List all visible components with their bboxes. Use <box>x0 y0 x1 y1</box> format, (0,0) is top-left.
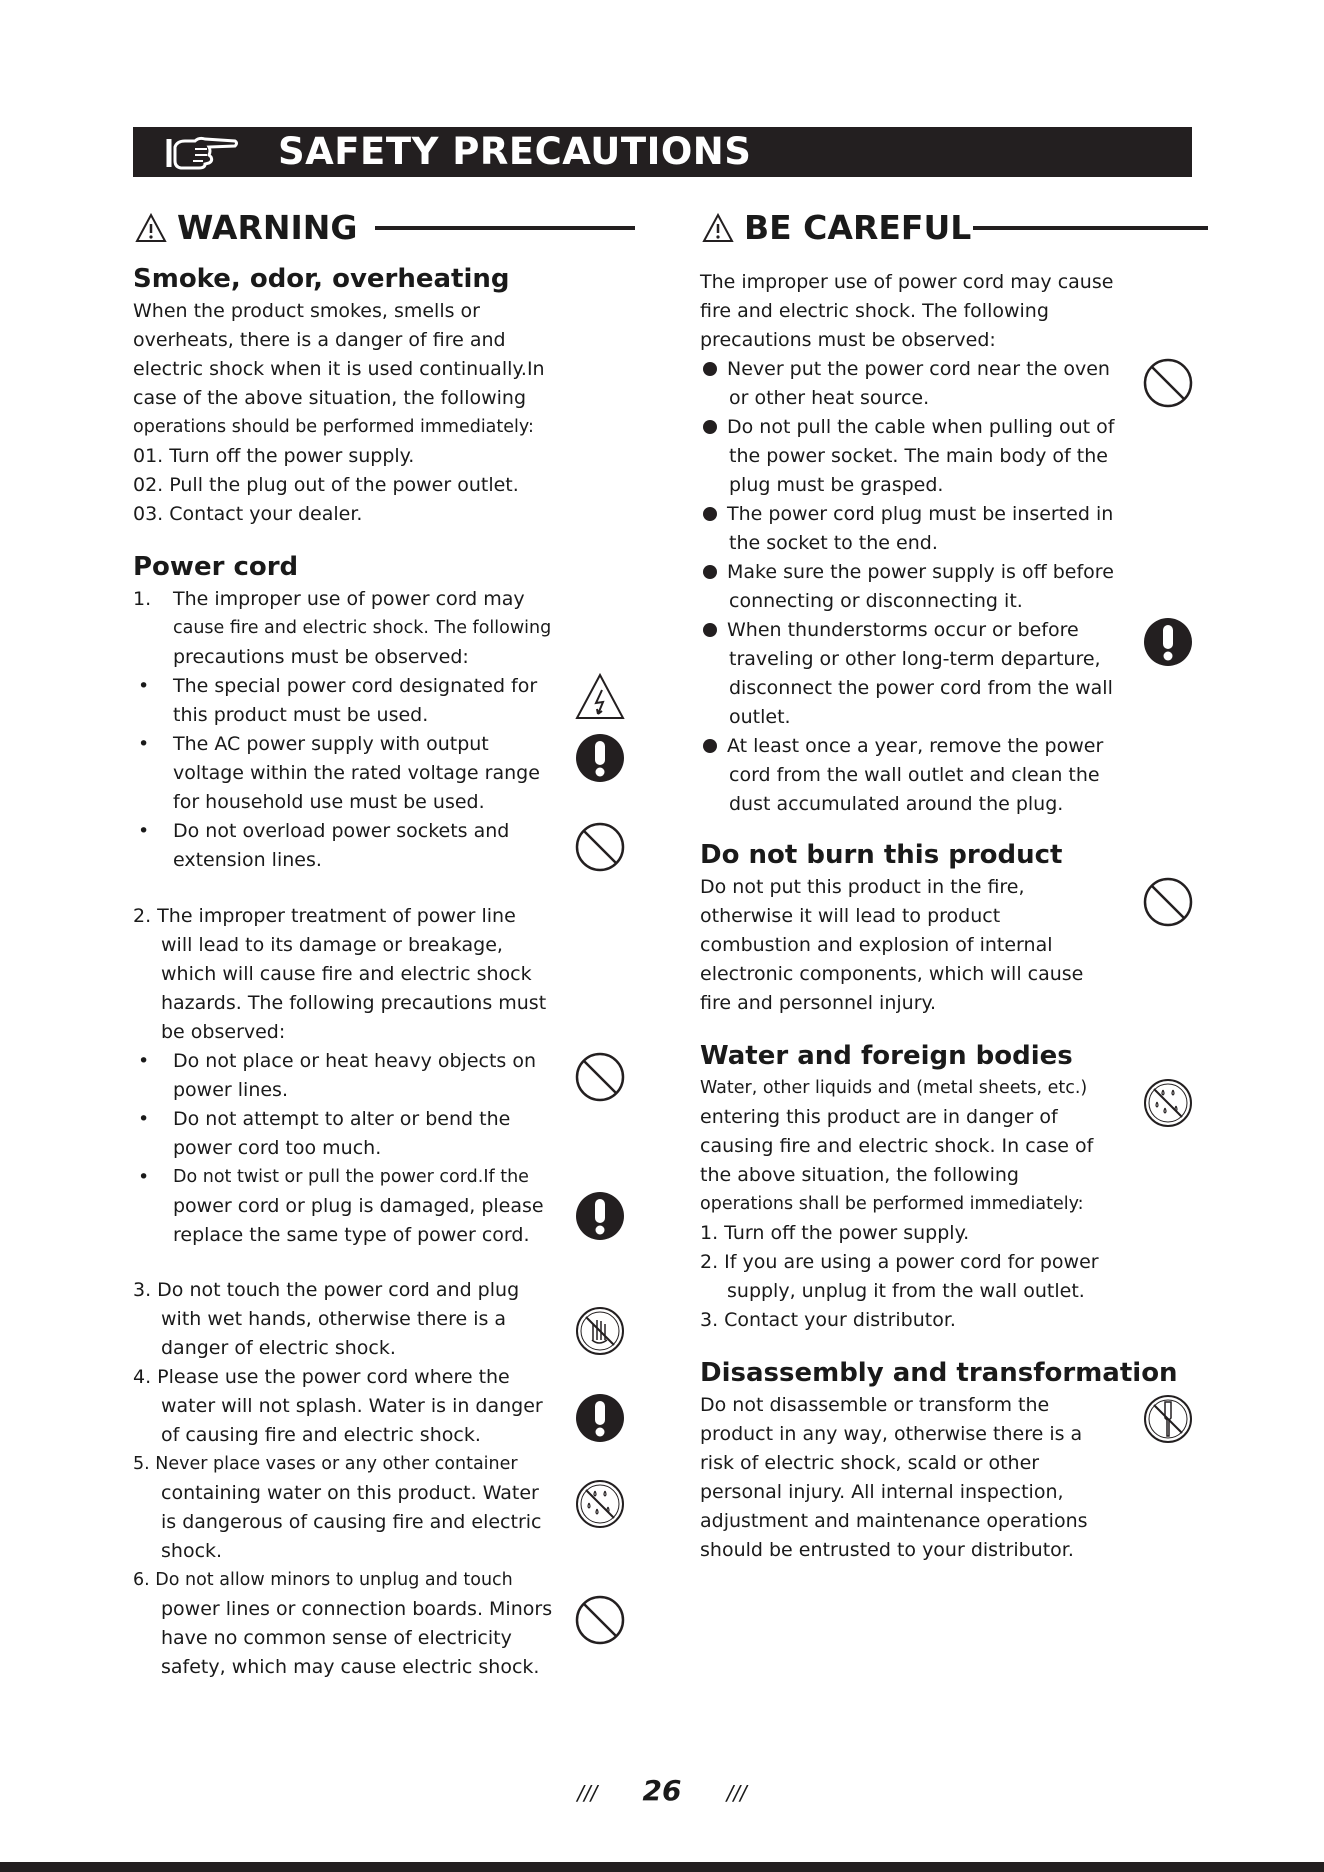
text-line: dust accumulated around the plug. <box>729 793 1064 815</box>
text-line: traveling or other long-term departure, <box>729 648 1101 670</box>
text-line: containing water on this product. Water <box>161 1482 539 1504</box>
text-line: electric shock when it is used continually.In <box>133 358 545 380</box>
text-line: supply, unplug it from the wall outlet. <box>727 1280 1085 1302</box>
text-line: be observed: <box>161 1021 286 1043</box>
section-banner <box>133 127 1192 177</box>
text-line: water will not splash. Water is in danger <box>161 1395 543 1417</box>
text-line: Make sure the power supply is off before <box>727 561 1114 583</box>
text-line: risk of electric shock, scald or other <box>700 1452 1040 1474</box>
prohibited-icon <box>575 1052 625 1102</box>
text-line: personal injury. All internal inspection, <box>700 1481 1064 1503</box>
be-careful-label: BE CAREFUL <box>744 208 972 247</box>
mandatory-icon <box>575 1393 625 1443</box>
text-line: entering this product are in danger of <box>700 1106 1058 1128</box>
text-line: The improper use of power cord may <box>173 588 525 610</box>
text-line: 03. Contact your dealer. <box>133 503 363 525</box>
text-line: 2. If you are using a power cord for power <box>700 1251 1099 1273</box>
text-line: electronic components, which will cause <box>700 963 1084 985</box>
page-title: SAFETY PRECAUTIONS <box>278 130 752 173</box>
prohibited-icon <box>1143 358 1193 408</box>
text-line: for household use must be used. <box>173 791 485 813</box>
text-line: have no common sense of electricity <box>161 1627 512 1649</box>
text-line: operations should be performed immediately: <box>133 417 534 437</box>
electric-hazard-icon <box>575 672 625 722</box>
text-line: cord from the wall outlet and clean the <box>729 764 1100 786</box>
text-line: precautions must be observed: <box>700 329 996 351</box>
text-line: 02. Pull the plug out of the power outlet. <box>133 474 519 496</box>
text-line: with wet hands, otherwise there is a <box>161 1308 507 1330</box>
prohibited-icon <box>575 1595 625 1645</box>
bullet <box>703 420 717 434</box>
text-line: Do not twist or pull the power cord.If the <box>173 1167 529 1187</box>
text-line: 1. Turn off the power supply. <box>700 1222 970 1244</box>
text-line: power lines or connection boards. Minors <box>161 1598 553 1620</box>
text-line: replace the same type of power cord. <box>173 1224 530 1246</box>
text-line: 6. Do not allow minors to unplug and touch <box>133 1570 513 1590</box>
disassembly-title: Disassembly and transformation <box>700 1358 1178 1388</box>
text-line: the above situation, the following <box>700 1164 1019 1186</box>
no-water-icon <box>1143 1078 1193 1128</box>
text-line: shock. <box>161 1540 223 1562</box>
page-bottom-edge <box>0 1862 1324 1872</box>
prohibited-icon <box>1143 877 1193 927</box>
text-line: Do not put this product in the fire, <box>700 876 1025 898</box>
page-number: 26 <box>642 1774 682 1807</box>
heading-rule <box>973 226 1208 230</box>
text-line: Do not overload power sockets and <box>173 820 510 842</box>
mandatory-icon <box>575 733 625 783</box>
no-disassembly-icon <box>1143 1394 1193 1444</box>
text-line: combustion and explosion of internal <box>700 934 1053 956</box>
bullet <box>703 739 717 753</box>
warning-label: WARNING <box>177 208 358 247</box>
text-line: The special power cord designated for <box>173 675 538 697</box>
text-line: the power socket. The main body of the <box>729 445 1108 467</box>
text-line: voltage within the rated voltage range <box>173 762 540 784</box>
text-line: When thunderstorms occur or before <box>727 619 1079 641</box>
burn-title: Do not burn this product <box>700 840 1063 870</box>
bullet: • <box>138 733 150 755</box>
no-wet-hands-icon <box>575 1306 625 1356</box>
water-title: Water and foreign bodies <box>700 1041 1073 1071</box>
text-line: When the product smokes, smells or <box>133 300 480 322</box>
text-line: disconnect the power cord from the wall <box>729 677 1113 699</box>
text-line: 4. Please use the power cord where the <box>133 1366 510 1388</box>
bullet <box>703 623 717 637</box>
text-line: danger of electric shock. <box>161 1337 396 1359</box>
text-line: Do not attempt to alter or bend the <box>173 1108 511 1130</box>
text-line: operations shall be performed immediately: <box>700 1194 1084 1214</box>
bullet <box>703 507 717 521</box>
text-line: safety, which may cause electric shock. <box>161 1656 540 1678</box>
text-line: or other heat source. <box>729 387 930 409</box>
text-line: Water, other liquids and (metal sheets, etc.) <box>700 1078 1088 1098</box>
text-line: outlet. <box>729 706 791 728</box>
mandatory-icon <box>1143 617 1193 667</box>
page-footer <box>0 1774 1324 1807</box>
text-line: power lines. <box>173 1079 288 1101</box>
bullet: • <box>138 1166 150 1188</box>
text-line: 01. Turn off the power supply. <box>133 445 415 467</box>
text-line: power cord or plug is damaged, please <box>173 1195 544 1217</box>
text-line: The power cord plug must be inserted in <box>727 503 1114 525</box>
text-line: Do not disassemble or transform the <box>700 1394 1050 1416</box>
text-line: fire and electric shock. The following <box>700 300 1049 322</box>
text-line: should be entrusted to your distributor. <box>700 1539 1074 1561</box>
text-line: hazards. The following precautions must <box>161 992 547 1014</box>
warning-heading <box>135 208 635 247</box>
caution-triangle-icon <box>702 213 734 243</box>
text-line: is dangerous of causing fire and electric <box>161 1511 542 1533</box>
be-careful-heading <box>702 208 1208 247</box>
text-line: connecting or disconnecting it. <box>729 590 1023 612</box>
text-line: this product must be used. <box>173 704 429 726</box>
text-line: which will cause fire and electric shock <box>161 963 532 985</box>
bullet: • <box>138 1108 150 1130</box>
bullet: • <box>138 675 150 697</box>
text-line: product in any way, otherwise there is a <box>700 1423 1083 1445</box>
text-line: otherwise it will lead to product <box>700 905 1001 927</box>
text-line: precautions must be observed: <box>173 646 469 668</box>
text-line: Do not place or heat heavy objects on <box>173 1050 537 1072</box>
text-line: plug must be grasped. <box>729 474 944 496</box>
smoke-title: Smoke, odor, overheating <box>133 264 510 294</box>
caution-triangle-icon <box>135 213 167 243</box>
footer-ornament: /// <box>726 1781 747 1805</box>
text-line: Do not pull the cable when pulling out of <box>727 416 1115 438</box>
text-line: will lead to its damage or breakage, <box>161 934 503 956</box>
prohibited-icon <box>575 822 625 872</box>
text-line: 3. Contact your distributor. <box>700 1309 956 1331</box>
power-cord-title: Power cord <box>133 552 299 582</box>
bullet: • <box>138 1050 150 1072</box>
bullet <box>703 565 717 579</box>
text-line: extension lines. <box>173 849 322 871</box>
footer-ornament: /// <box>577 1781 598 1805</box>
text-line: 5. Never place vases or any other container <box>133 1454 518 1474</box>
text-line: Never put the power cord near the oven <box>727 358 1110 380</box>
bullet <box>703 362 717 376</box>
text-line: adjustment and maintenance operations <box>700 1510 1088 1532</box>
bullet: • <box>138 820 150 842</box>
text-line: The improper use of power cord may cause <box>700 271 1114 293</box>
text-line: The AC power supply with output <box>173 733 489 755</box>
text-line: case of the above situation, the following <box>133 387 527 409</box>
text-line: 3. Do not touch the power cord and plug <box>133 1279 520 1301</box>
text-line: causing fire and electric shock. In case of <box>700 1135 1094 1157</box>
text-line: fire and personnel injury. <box>700 992 937 1014</box>
text-line: cause fire and electric shock. The following <box>173 618 552 638</box>
text-line: overheats, there is a danger of fire and <box>133 329 506 351</box>
text-line: At least once a year, remove the power <box>727 735 1104 757</box>
item-number: 1. <box>133 588 152 610</box>
text-line: the socket to the end. <box>729 532 938 554</box>
no-water-icon <box>575 1479 625 1529</box>
heading-rule <box>375 226 635 230</box>
text-line: of causing fire and electric shock. <box>161 1424 481 1446</box>
pointing-hand-icon <box>165 133 239 171</box>
mandatory-icon <box>575 1191 625 1241</box>
text-line: power cord too much. <box>173 1137 382 1159</box>
text-line: 2. The improper treatment of power line <box>133 905 516 927</box>
